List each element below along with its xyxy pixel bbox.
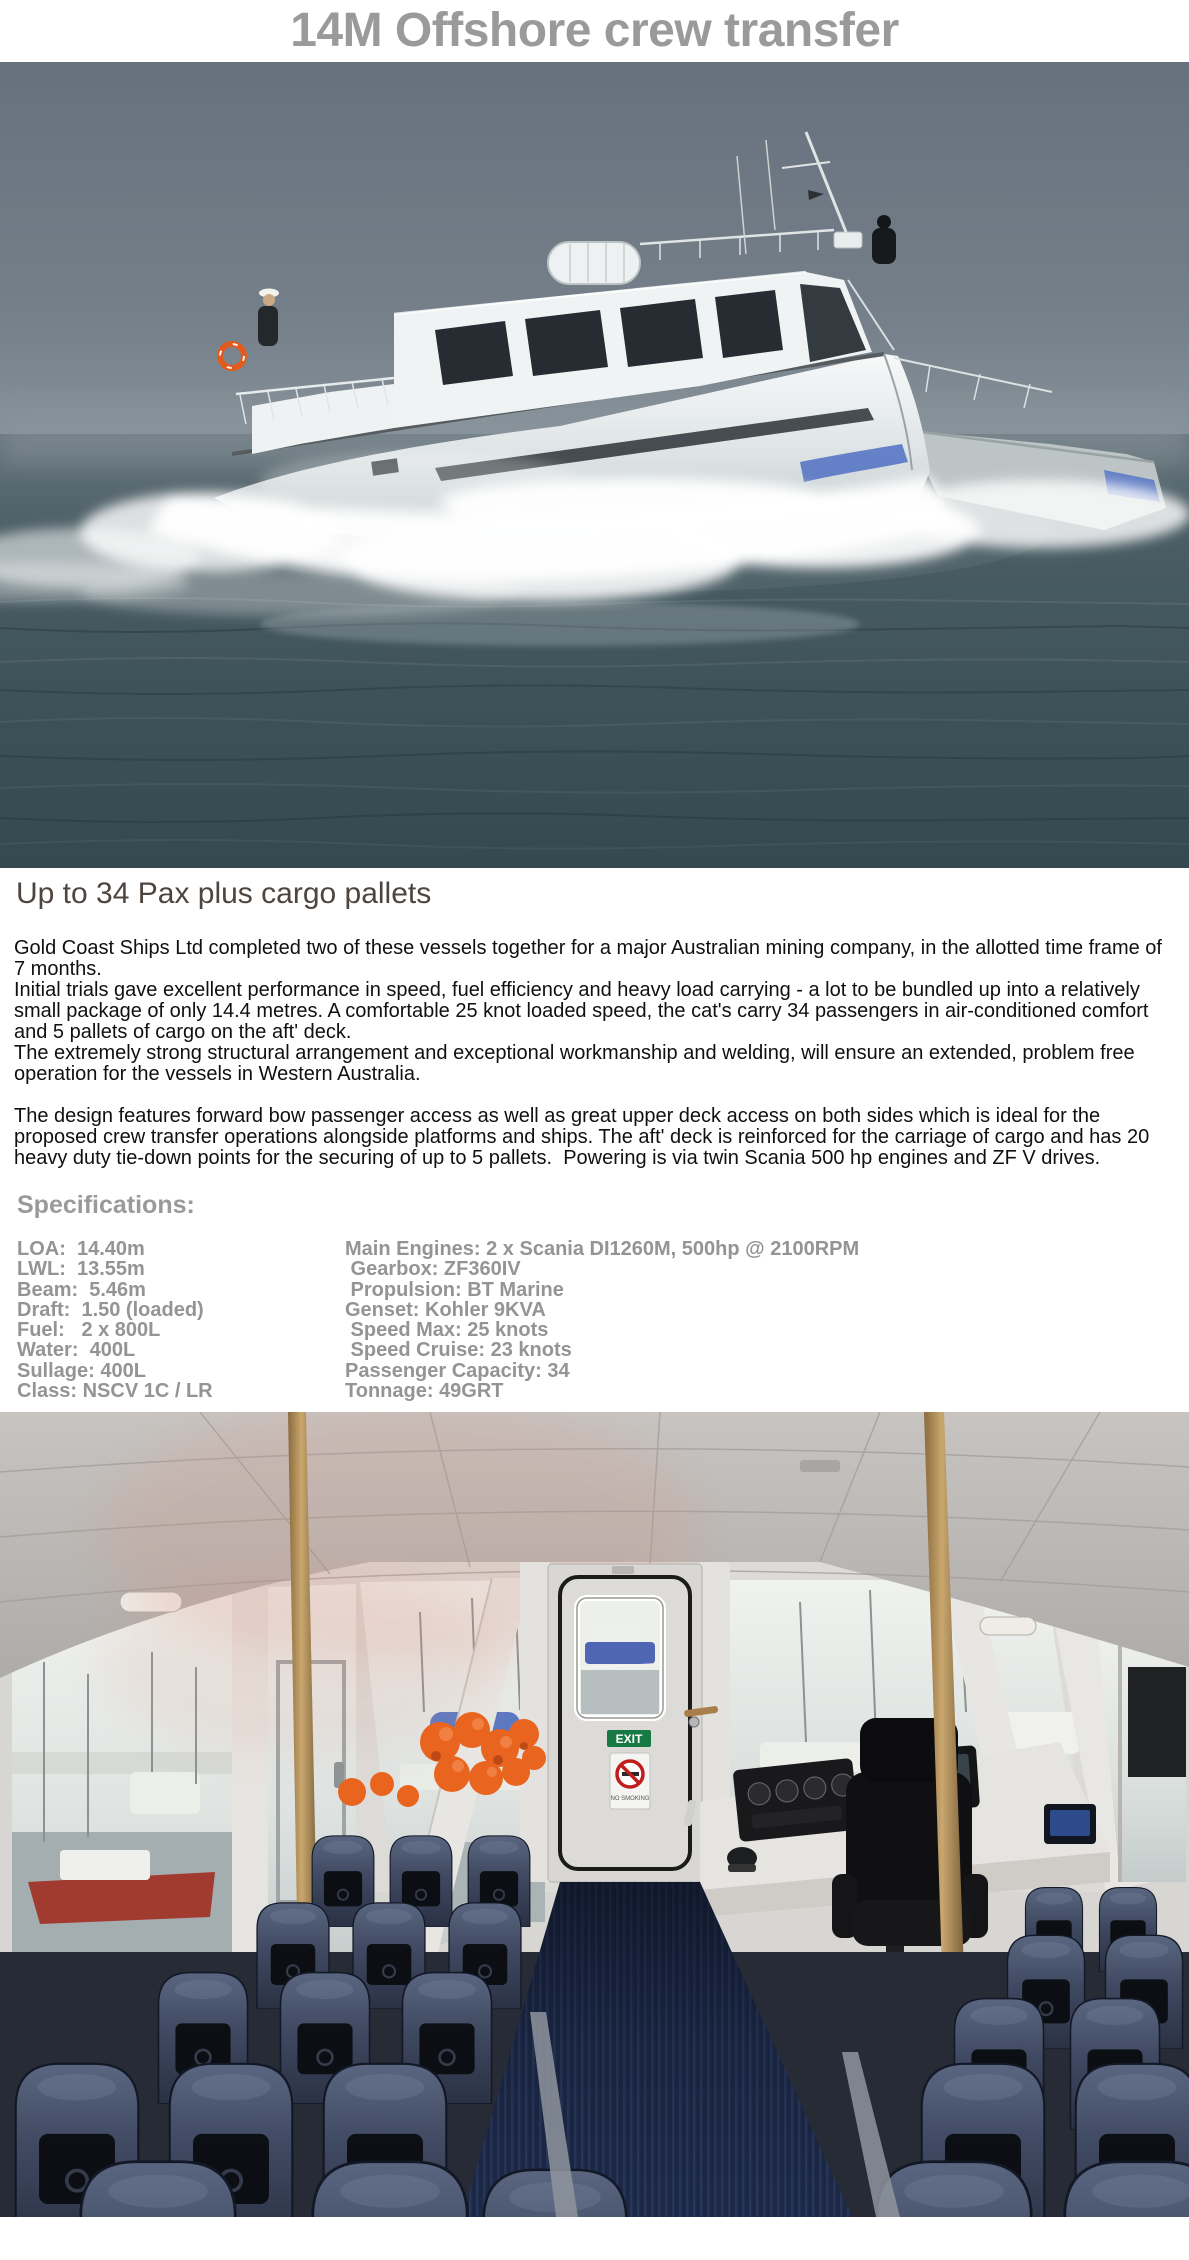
spec-row xyxy=(17,1381,1189,1401)
spec-row xyxy=(17,1320,1189,1340)
interior-photo-cabin xyxy=(0,1412,1189,2217)
spec-speed-cruise: Speed Cruise: 23 knots xyxy=(345,1339,572,1362)
spec-draft: Draft: 1.50 (loaded) xyxy=(17,1298,204,1321)
spec-row xyxy=(17,1239,1189,1259)
hull-reflection xyxy=(260,602,860,646)
no-smoking-sign xyxy=(610,1753,650,1809)
page-title: 14M Offshore crew transfer xyxy=(290,4,899,57)
paragraph-3: The extremely strong structural arrangement and exceptional workmanship and welding, will ensure an extended, problem free operation for the vessels in Western Australia. xyxy=(14,1042,1141,1085)
spec-propulsion: Propulsion: BT Marine xyxy=(345,1278,564,1301)
spec-genset: Genset: Kohler 9KVA xyxy=(345,1298,546,1321)
paragraph-2: Initial trials gave excellent performance in speed, fuel efficiency and heavy load carrying - a lot to be bundled up into a relatively small package of only 14.4 metres. A comfortable 25 knot loaded speed, the cat's carry 34 passengers in air-conditioned comfort and 5 pallets of cargo on the aft' deck. xyxy=(14,979,1155,1043)
ceiling-vent xyxy=(800,1460,840,1472)
spec-fuel: Fuel: 2 x 800L xyxy=(17,1319,161,1342)
exterior-photo-vessel-at-sea xyxy=(0,62,1189,868)
page-header xyxy=(0,0,1189,62)
spec-speed-max: Speed Max: 25 knots xyxy=(345,1319,549,1342)
gauge-panel xyxy=(733,1758,860,1842)
radar-unit xyxy=(834,232,862,248)
exit-sign xyxy=(607,1730,651,1747)
subtitle: Up to 34 Pax plus cargo pallets xyxy=(16,877,432,910)
paragraph-4: The design features forward bow passenger access as well as great upper deck access on both sides which is ideal for the proposed crew transfer operations alongside platforms and ships. The aft' deck is reinforced for the carriage of cargo and has 20 heavy duty tie-down points for the securing of up to 5 pallets. Powering is via twin Scania 500 hp engines and ZF V drives. xyxy=(14,1105,1155,1169)
open-window-pane xyxy=(1128,1667,1186,1777)
spec-main-engines: Main Engines: 2 x Scania DI1260M, 500hp @ 2100RPM xyxy=(345,1238,860,1260)
hero-image-exterior xyxy=(0,62,1189,868)
specifications-table xyxy=(0,1239,1189,1401)
no-smoking-label: NO SMOKING xyxy=(610,1796,650,1803)
spec-lwl: LWL: 13.55m xyxy=(17,1258,145,1281)
exit-sign-label: EXIT xyxy=(615,1732,643,1747)
specifications-heading: Specifications: xyxy=(17,1191,195,1219)
spec-water: Water: 400L xyxy=(17,1339,136,1362)
paragraph-1: Gold Coast Ships Ltd completed two of these vessels together for a major Australian mining company, in the allotted time frame of 7 months. xyxy=(14,937,1168,980)
spec-passenger-capacity: Passenger Capacity: 34 xyxy=(345,1359,570,1382)
content-section xyxy=(0,877,1189,1401)
spec-row xyxy=(17,1300,1189,1320)
interior-image xyxy=(0,1412,1189,2217)
spec-loa: LOA: 14.40m xyxy=(17,1238,145,1260)
cabin-door xyxy=(520,1562,730,1882)
spec-row xyxy=(17,1361,1189,1381)
door-hinge xyxy=(612,1566,634,1574)
body-text xyxy=(0,938,1189,1169)
spec-row xyxy=(17,1340,1189,1360)
aux-display xyxy=(1044,1804,1096,1844)
spec-class: Class: NSCV 1C / LR xyxy=(17,1380,213,1403)
spec-row xyxy=(17,1259,1189,1279)
cabin-light-right xyxy=(980,1617,1036,1635)
spec-tonnage: Tonnage: 49GRT xyxy=(345,1380,504,1403)
blue-boat-through-window xyxy=(585,1642,655,1664)
life-raft-canister xyxy=(548,242,640,284)
spec-row xyxy=(17,1280,1189,1300)
spec-sullage: Sullage: 400L xyxy=(17,1359,146,1382)
door-window xyxy=(577,1598,663,1718)
spec-beam: Beam: 5.46m xyxy=(17,1278,146,1301)
spec-gearbox: Gearbox: ZF360IV xyxy=(345,1258,521,1281)
